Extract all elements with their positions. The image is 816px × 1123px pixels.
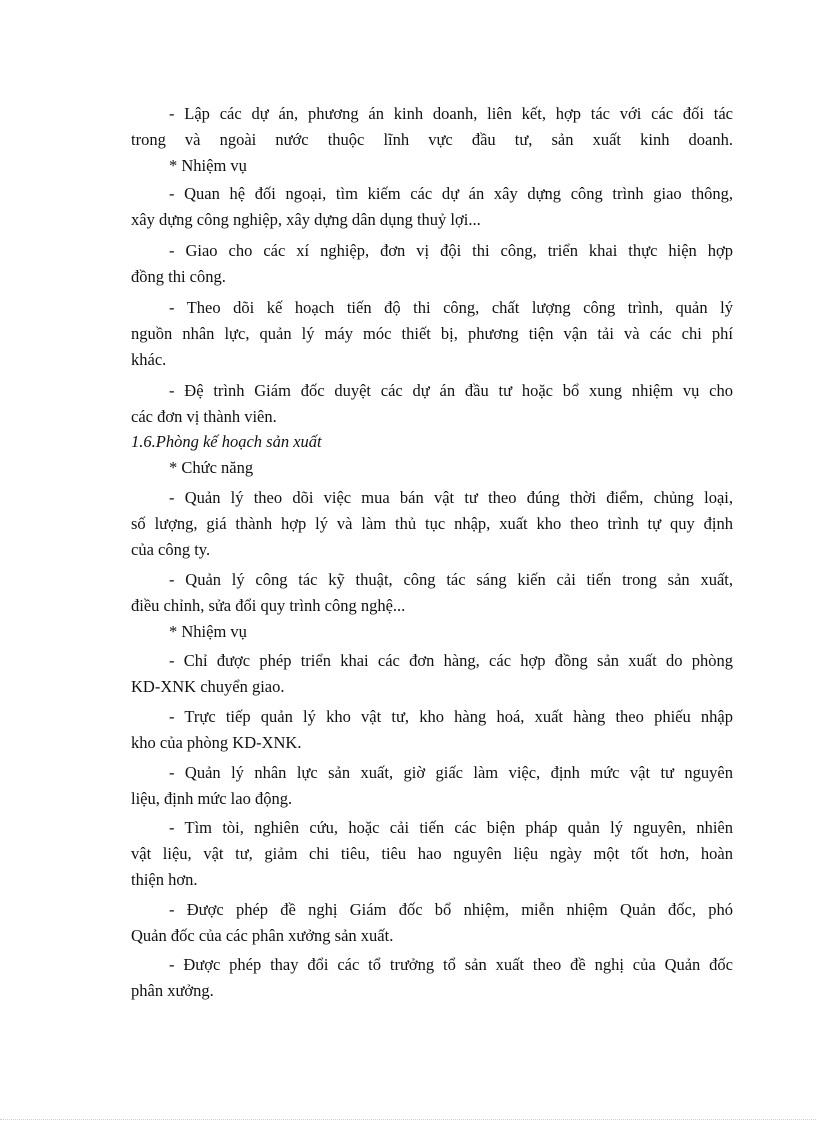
- paragraph-line: ‑ Tìm tòi, nghiên cứu, hoặc cải tiến các biện pháp quản lý nguyên, nhiên: [169, 818, 733, 837]
- paragraph-line: Quản đốc của các phân xưởng sản xuất.: [131, 926, 394, 945]
- section-heading: 1.6.Phòng kế hoạch sản xuất: [131, 432, 322, 451]
- paragraph-line: ‑ Quản lý công tác kỹ thuật, công tác sáng kiến cải tiến trong sản xuất,: [169, 570, 733, 589]
- paragraph-line: ‑ Được phép đề nghị Giám đốc bổ nhiệm, miễn nhiệm Quản đốc, phó: [169, 900, 733, 919]
- paragraph-line: các đơn vị thành viên.: [131, 407, 277, 426]
- paragraph-line: trong và ngoài nước thuộc lĩnh vực đầu tư, sản xuất kinh doanh.: [131, 130, 733, 149]
- paragraph-line: ‑ Quản lý nhân lực sản xuất, giờ giấc làm việc, định mức vật tư nguyên: [169, 763, 733, 782]
- paragraph-line: ‑ Quan hệ đối ngoại, tìm kiếm các dự án xây dựng công trình giao thông,: [169, 184, 733, 203]
- paragraph-line: ‑ Chỉ được phép triển khai các đơn hàng, các hợp đồng sản xuất do phòng: [169, 651, 733, 670]
- paragraph-line: ‑ Quản lý theo dõi việc mua bán vật tư theo đúng thời điểm, chủng loại,: [169, 488, 733, 507]
- paragraph-line: xây dựng công nghiệp, xây dựng dân dụng thuỷ lợi...: [131, 210, 481, 229]
- paragraph-line: vật liệu, vật tư, giảm chi tiêu, tiêu hao nguyên liệu ngày một tốt hơn, hoàn: [131, 844, 733, 863]
- paragraph-line: ‑ Lập các dự án, phương án kinh doanh, liên kết, hợp tác với các đối tác: [169, 104, 733, 123]
- paragraph-line: liệu, định mức lao động.: [131, 789, 293, 808]
- paragraph-line: phân xưởng.: [131, 981, 214, 1000]
- paragraph-line: số lượng, giá thành hợp lý và làm thủ tục nhập, xuất kho theo trình tự quy định: [131, 514, 733, 533]
- paragraph-line: của công ty.: [131, 540, 211, 559]
- paragraph-line: ‑ Trực tiếp quản lý kho vật tư, kho hàng hoá, xuất hàng theo phiếu nhập: [169, 707, 733, 726]
- paragraph-line: ‑ Được phép thay đổi các tổ trưởng tổ sản xuất theo đề nghị của Quản đốc: [169, 955, 733, 974]
- paragraph-line: nguồn nhân lực, quản lý máy móc thiết bị, phương tiện vận tải và các chi phí: [131, 324, 733, 343]
- paragraph-line: thiện hơn.: [131, 870, 198, 889]
- paragraph-line: điều chỉnh, sửa đổi quy trình công nghệ...: [131, 596, 406, 615]
- section-label-nhiem-vu: * Nhiệm vụ: [169, 156, 247, 175]
- paragraph-line: ‑ Giao cho các xí nghiệp, đơn vị đội thi công, triển khai thực hiện hợp: [169, 241, 733, 260]
- paragraph-line: kho của phòng KD-XNK.: [131, 733, 302, 752]
- paragraph-line: khác.: [131, 350, 167, 369]
- section-label-chuc-nang: * Chức năng: [169, 458, 254, 477]
- paragraph-line: ‑ Theo dõi kế hoạch tiến độ thi công, chất lượng công trình, quản lý: [169, 298, 733, 317]
- section-label-nhiem-vu: * Nhiệm vụ: [169, 622, 247, 641]
- paragraph-line: ‑ Đệ trình Giám đốc duyệt các dự án đầu tư hoặc bổ xung nhiệm vụ cho: [169, 381, 733, 400]
- paragraph-line: KD-XNK chuyển giao.: [131, 677, 285, 696]
- page-bottom-divider: [0, 1119, 816, 1120]
- paragraph-line: đồng thi công.: [131, 267, 226, 286]
